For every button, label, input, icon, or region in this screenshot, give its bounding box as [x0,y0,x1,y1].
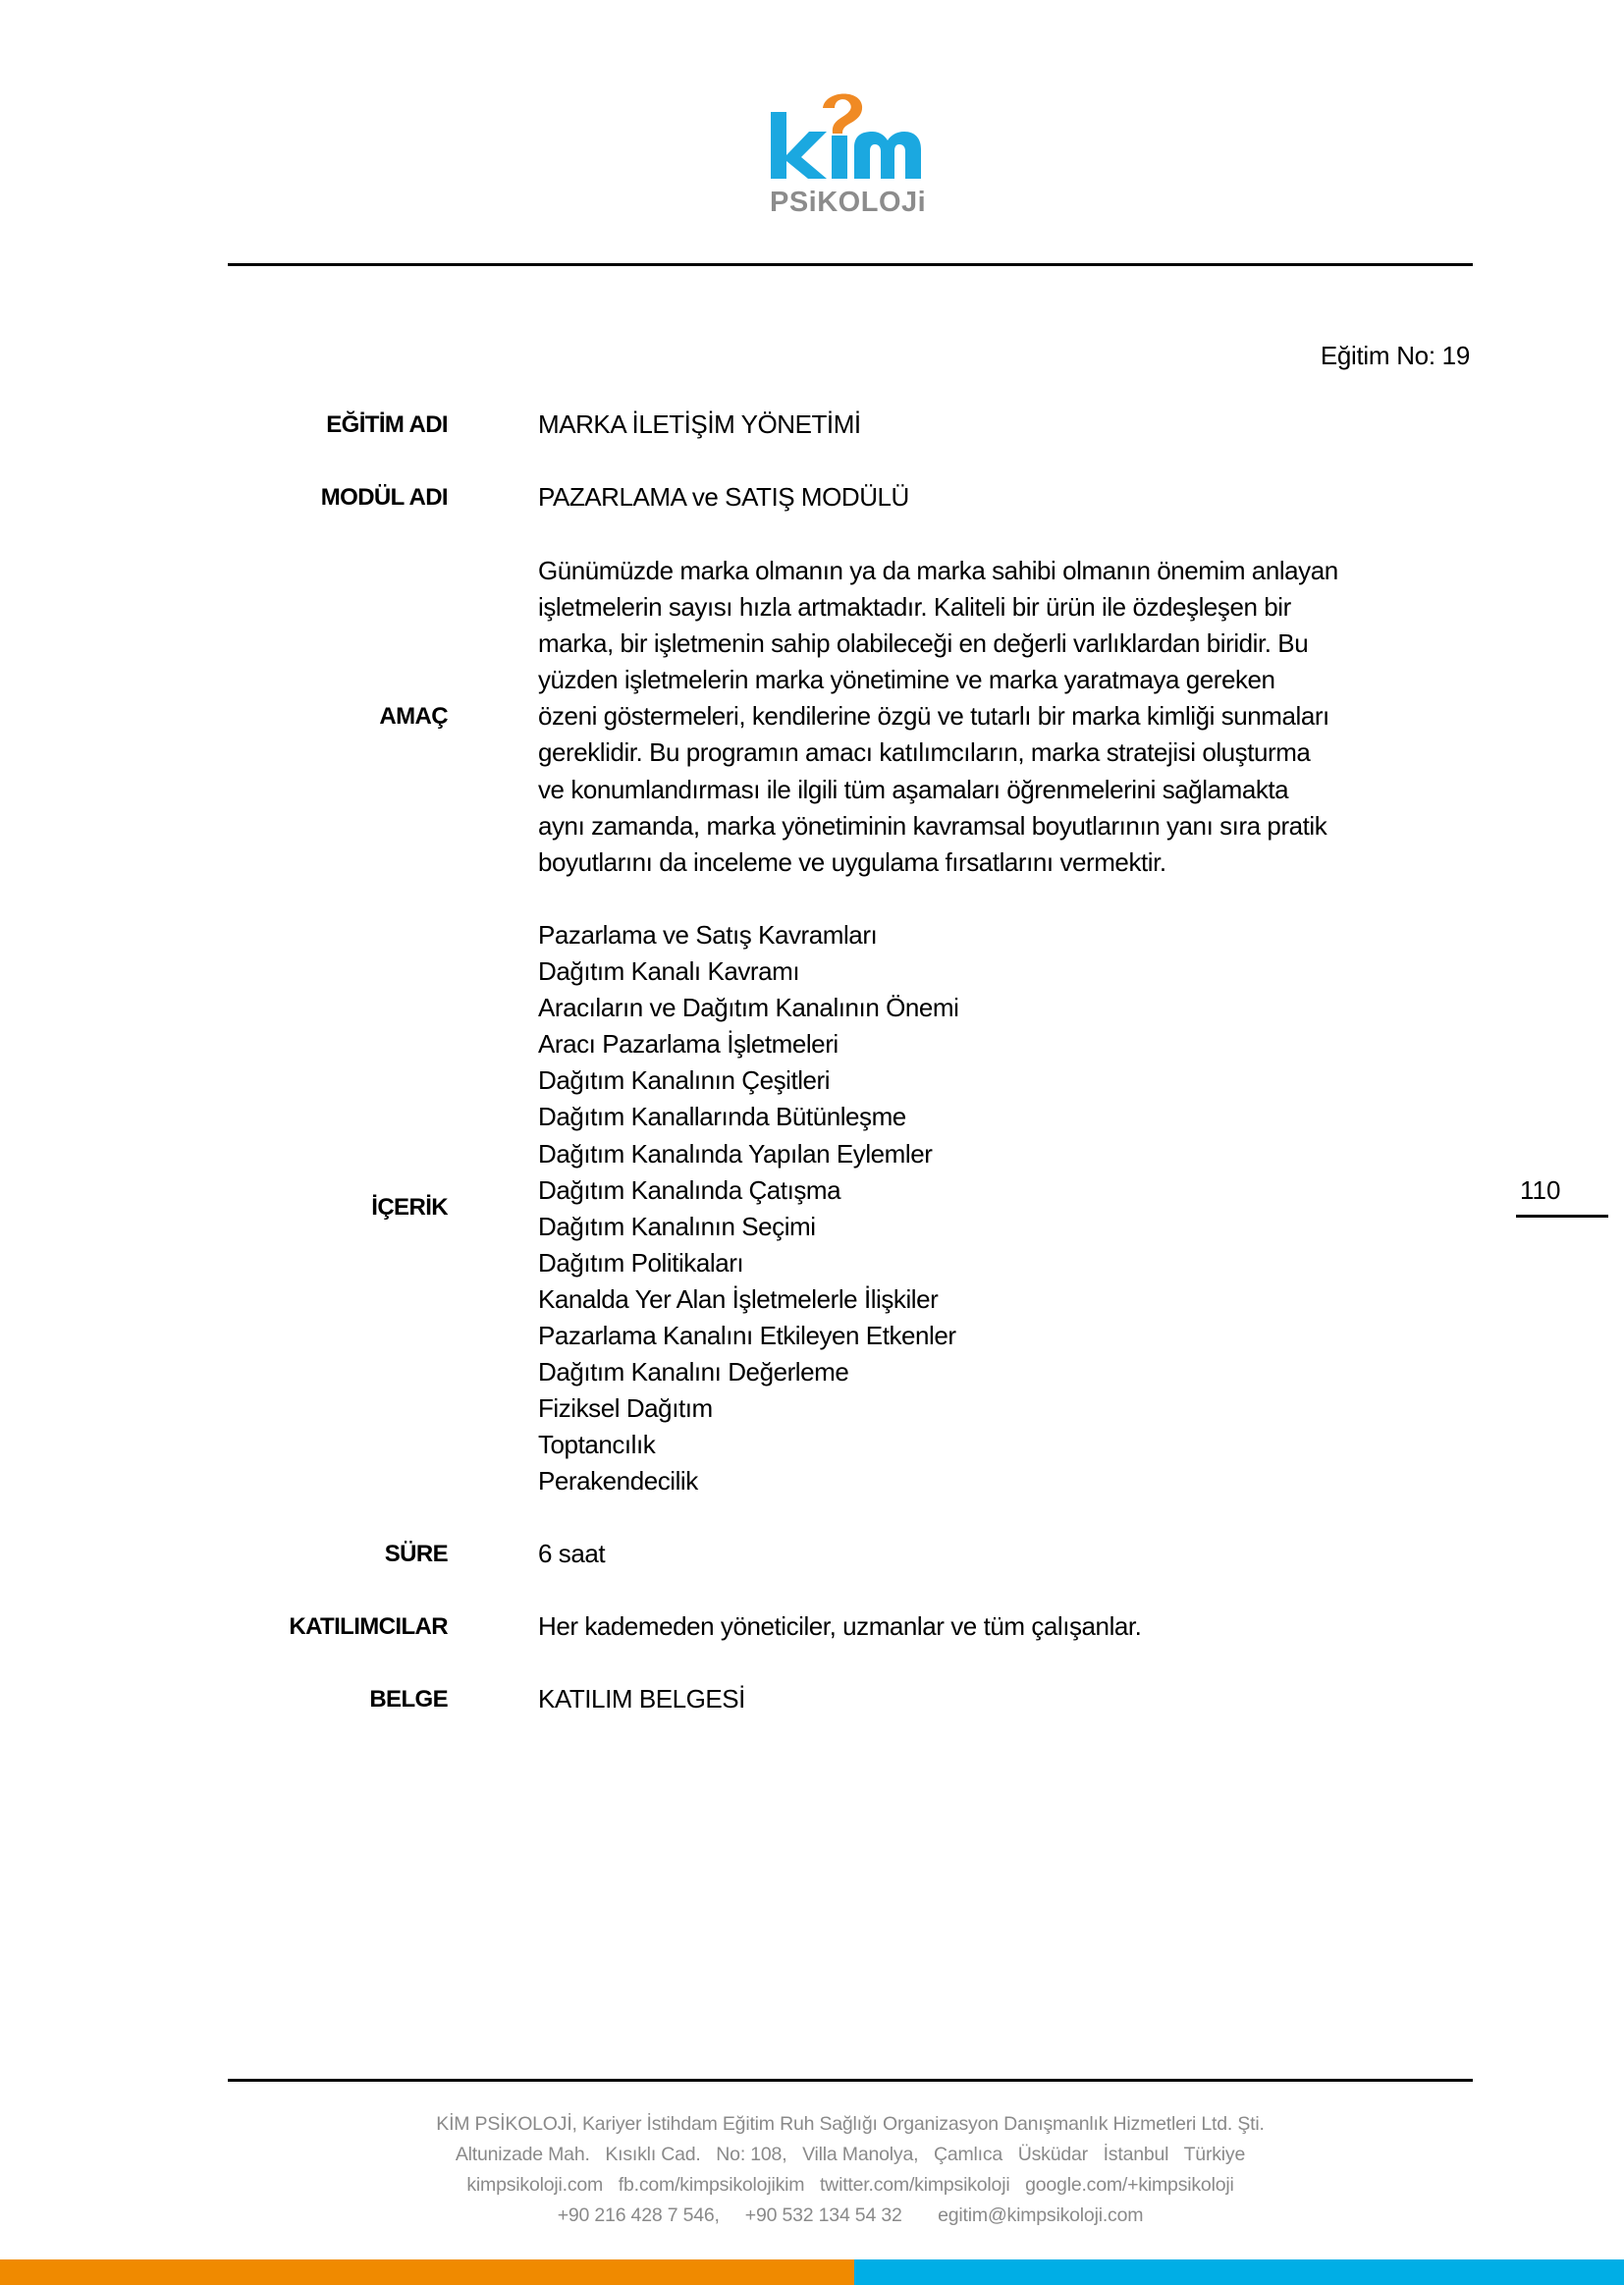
content-item: Dağıtım Kanalında Çatışma [538,1174,841,1205]
kim-psikoloji-logo [766,86,943,220]
footer-contact: +90 216 428 7 546, +90 532 134 54 32 egitim@kimpsikoloji.com [557,2204,1144,2226]
value-duration: 6 saat [538,1539,606,1568]
label-module-name: MODÜL ADI [320,484,448,511]
purpose-line: işletmelerin sayısı hızla artmaktadır. Kaliteli bir ürün ile özdeşleşen bir [538,592,1291,623]
label-duration: SÜRE [384,1541,448,1567]
content-item: Pazarlama ve Satış Kavramları [538,920,878,950]
label-education-name: EĞİTİM ADI [326,411,448,438]
content-item: Dağıtım Kanalı Kavramı [538,956,800,987]
value-education-name: MARKA İLETİŞİM YÖNETİMİ [538,409,861,439]
purpose-line: ve konumlandırması ile ilgili tüm aşamaları öğrenmelerini sağlamakta [538,774,1289,804]
content-item: Dağıtım Kanalının Çeşitleri [538,1065,831,1096]
header-divider [228,263,1473,266]
logo-graphic [766,86,943,220]
content-item: Dağıtım Politikaları [538,1247,744,1278]
content-item: Aracıların ve Dağıtım Kanalının Önemi [538,993,959,1023]
purpose-line: yüzden işletmelerin marka yönetimine ve marka yaratmaya gereken [538,665,1275,695]
label-certificate: BELGE [369,1686,448,1713]
purpose-line: gereklidir. Bu programın amacı katılımcıların, marka stratejisi oluşturma [538,737,1311,768]
page-number: 110 [1520,1175,1561,1205]
logo-wordmark: PSiKOLOJi [770,187,927,218]
footer-address: Altunizade Mah. Kısıklı Cad. No: 108, Villa Manolya, Çamlıca Üsküdar İstanbul Türkiye [455,2144,1246,2165]
content-item: Kanalda Yer Alan İşletmelerle İlişkiler [538,1283,939,1314]
content-item: Aracı Pazarlama İşletmeleri [538,1029,839,1060]
footer-company: KİM PSİKOLOJİ, Kariyer İstihdam Eğitim Ruh Sağlığı Organizasyon Danışmanlık Hizmetleri Ltd. Şti. [436,2113,1265,2135]
content-item: Dağıtım Kanalını Değerleme [538,1357,849,1387]
purpose-line: boyutlarını da inceleme ve uygulama fırsatlarını vermektir. [538,846,1166,877]
label-content: İÇERİK [371,1194,448,1221]
value-certificate: KATILIM BELGESİ [538,1684,745,1714]
purpose-line: Günümüzde marka olmanın ya da marka sahibi olmanın önemim anlayan [538,556,1338,585]
content-item: Dağıtım Kanalında Yapılan Eylemler [538,1138,933,1169]
value-participants: Her kademeden yöneticiler, uzmanlar ve tüm çalışanlar. [538,1611,1142,1641]
education-number: Eğitim No: 19 [1320,341,1470,370]
content-list [538,917,958,1500]
content-item: Pazarlama Kanalını Etkileyen Etkenler [538,1321,956,1351]
footer-bar-blue [854,2259,1624,2285]
footer-divider [228,2079,1473,2082]
purpose-paragraph [538,553,1338,881]
footer-links: kimpsikoloji.com fb.com/kimpsikolojikim twitter.com/kimpsikoloji google.com/+kimpsikoloji [466,2174,1234,2196]
content-item: Toptancılık [538,1430,656,1460]
purpose-line: aynı zamanda, marka yönetiminin kavramsal boyutlarının yanı sıra pratik [538,810,1327,841]
page-number-underline [1516,1215,1608,1218]
content-item: Dağıtım Kanalının Seçimi [538,1211,816,1241]
purpose-line: marka, bir işletmenin sahip olabileceği en değerli varlıklardan biridir. Bu [538,628,1309,659]
content-item: Perakendecilik [538,1466,698,1496]
content-item: Dağıtım Kanallarında Bütünleşme [538,1102,906,1132]
label-participants: KATILIMCILAR [289,1613,448,1640]
purpose-line: özeni göstermeleri, kendilerine özgü ve tutarlı bir marka kimliği sunmaları [538,701,1329,732]
footer-bar-orange [0,2259,854,2285]
label-purpose: AMAÇ [379,703,448,730]
content-item: Fiziksel Dağıtım [538,1393,713,1424]
value-module-name: PAZARLAMA ve SATIŞ MODÜLÜ [538,482,909,512]
